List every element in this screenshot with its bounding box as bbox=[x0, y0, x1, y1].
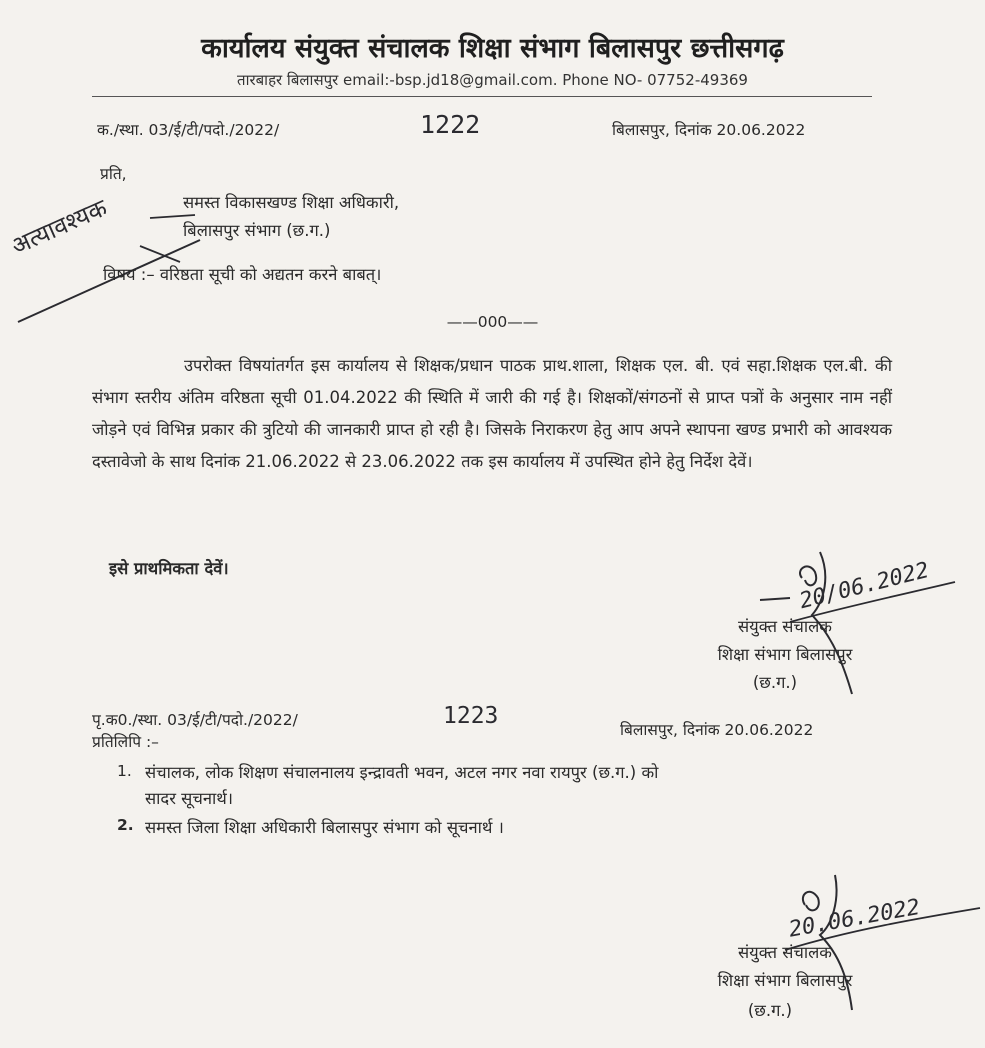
signatory-1-office: शिक्षा संभाग बिलासपुर bbox=[717, 645, 853, 664]
recipient-line-2: बिलासपुर संभाग (छ.ग.) bbox=[183, 221, 331, 240]
separator: ——000—— bbox=[446, 313, 539, 331]
signatory-2-state: (छ.ग.) bbox=[747, 1001, 793, 1020]
office-title: कार्यालय संयुक्त संचालक शिक्षा संभाग बिलासपुर छत्तीसगढ़ bbox=[201, 33, 784, 64]
urgent-handwritten-stamp: अत्यावश्यक bbox=[7, 193, 112, 261]
copy-item-1-line-2: सादर सूचनार्थ। bbox=[145, 789, 234, 808]
copy-item-2-number: 2. bbox=[117, 816, 134, 834]
office-address: तारबाहर बिलासपुर email:-bsp.jd18@gmail.com. Phone NO- 07752-49369 bbox=[237, 71, 748, 89]
copy-label: प्रतिलिपि :– bbox=[92, 733, 159, 751]
copy-reference-handwritten: 1223 bbox=[443, 703, 499, 729]
signatory-1-state: (छ.ग.) bbox=[752, 673, 798, 692]
recipient-line-1: समस्त विकासखण्ड शिक्षा अधिकारी, bbox=[183, 193, 400, 212]
signature-2-date: 20.06.2022 bbox=[787, 894, 922, 943]
copy-item-2-line-1: समस्त जिला शिक्षा अधिकारी बिलासपुर संभाग को सूचनार्थ । bbox=[145, 818, 504, 837]
signatory-1-title: संयुक्त संचालक bbox=[738, 617, 832, 636]
letter-date: बिलासपुर, दिनांक 20.06.2022 bbox=[612, 121, 806, 139]
copy-item-1-number: 1. bbox=[117, 762, 132, 780]
letter-body-text: उपरोक्त विषयांतर्गत इस कार्यालय से शिक्षक/प्रधान पाठक प्राथ.शाला, शिक्षक एल. बी. एवं सहा.शिक्षक एल.बी. की संभाग स्तरीय अंतिम वरिष्ठता सूची 01.04.2022 की स्थिति में जारी की गई है। शिक्षकों/संगठनों से प्राप्त पत्रों के अनुसार नाम नहीं जोड़ने एवं विभिन्न प्रकार की त्रुटियो की जानकारी प्राप्त हो रही है। जिसके निराकरण हेतु आप अपने स्थापना खण्ड प्रभारी को आवश्यक दस्तावेजो के साथ दिनांक 21.06.2022 से 23.06.2022 तक इस कार्यालय में उपस्थित होने हेतु निर्देश देवें। bbox=[92, 356, 892, 471]
signatory-2-office: शिक्षा संभाग बिलासपुर bbox=[717, 971, 853, 990]
signatory-2-title: संयुक्त संचालक bbox=[738, 943, 832, 962]
copy-reference-number: पृ.क0./स्था. 03/ई/टी/पदो./2022/ bbox=[92, 711, 298, 729]
subject-line: विषय :– वरिष्ठता सूची को अद्यतन करने बाबत्। bbox=[103, 265, 382, 284]
priority-note: इसे प्राथमिकता देवें। bbox=[109, 559, 229, 578]
reference-number: क./स्था. 03/ई/टी/पदो./2022/ bbox=[97, 121, 280, 139]
to-label: प्रति, bbox=[100, 165, 127, 183]
copy-item-1-line-1: संचालक, लोक शिक्षण संचालनालय इन्द्रावती भवन, अटल नगर नवा रायपुर (छ.ग.) को bbox=[145, 763, 659, 782]
copy-date: बिलासपुर, दिनांक 20.06.2022 bbox=[620, 721, 814, 739]
reference-handwritten: 1222 bbox=[420, 110, 481, 139]
signature-1-date: 20/06.2022 bbox=[797, 557, 932, 615]
